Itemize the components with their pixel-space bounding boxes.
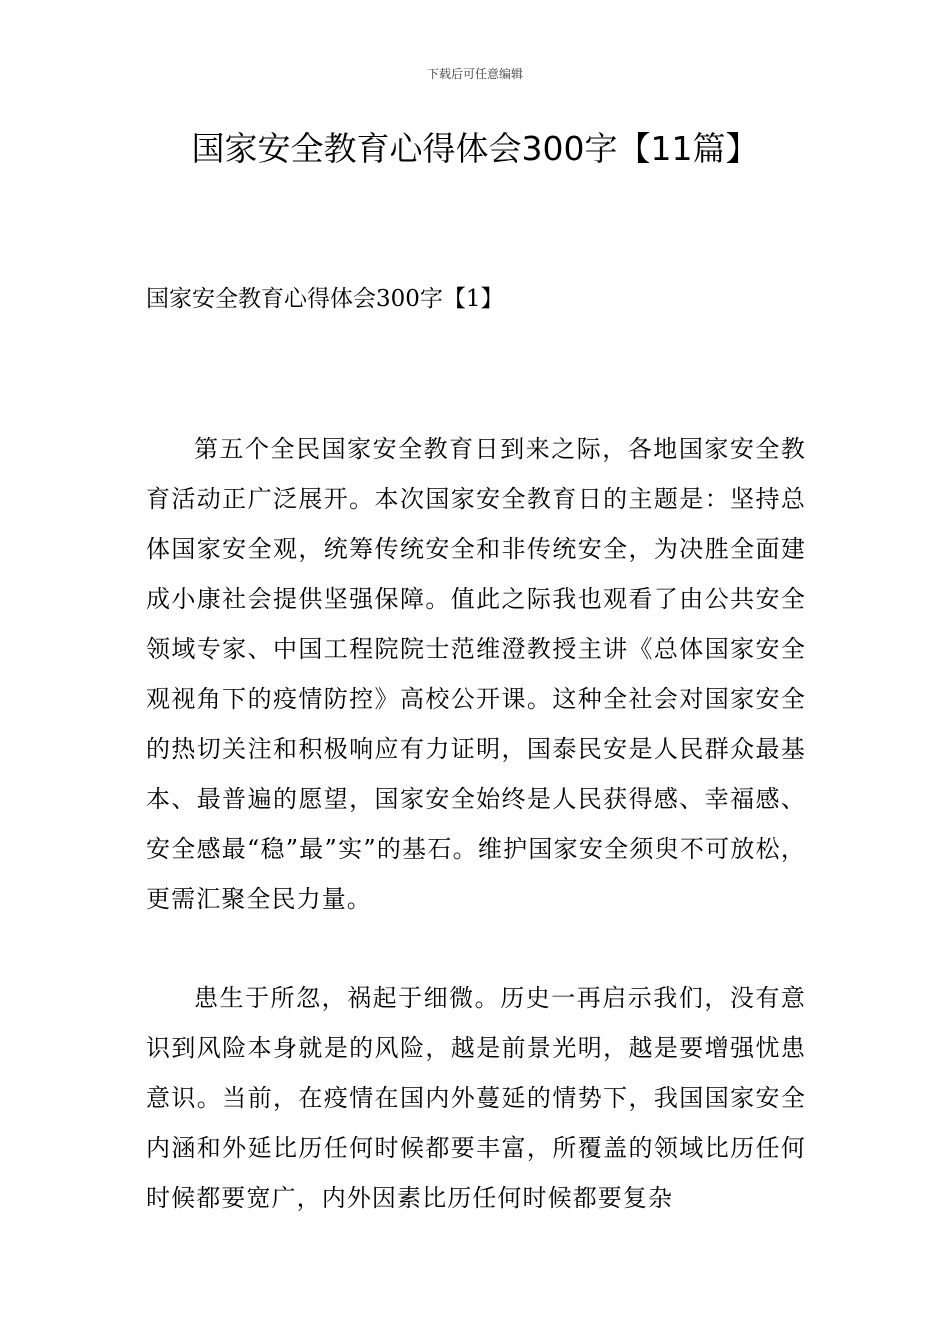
section-heading: 国家安全教育心得体会300字【1】 — [146, 286, 504, 312]
document-title: 国家安全教育心得体会300字【11篇】 — [191, 129, 759, 168]
header-note: 下载后可任意编辑 — [426, 67, 523, 81]
body-paragraph-2: 患生于所忽，祸起于细微。历史一再启示我们，没有意识到风险本身就是的风险，越是前景光明，越是要增强忧患意识。当前，在疫情在国内外蔓延的情势下，我国国家安全内涵和外延比历任何时候都要丰富，所覆盖的领域比历任何时候都要宽广，内外因素比历任何时候都要复杂 — [146, 984, 806, 1212]
body-paragraph-1: 第五个全民国家安全教育日到来之际，各地国家安全教育活动正广泛展开。本次国家安全教育日的主题是：坚持总体国家安全观，统筹传统安全和非传统安全，为决胜全面建成小康社会提供坚强保障。值此之际我也观看了由公共安全领域专家、中国工程院院士范维澄教授主讲《总体国家安全观视角下的疫情防控》高校公开课。这种全社会对国家安全的热切关注和积极响应有力证明，国泰民安是人民群众最基本、最普遍的愿望，国家安全始终是人民获得感、幸福感、安全感最“稳”最”实”的基石。维护国家安全须臾不可放松，更需汇聚全民力量。 — [146, 435, 806, 913]
